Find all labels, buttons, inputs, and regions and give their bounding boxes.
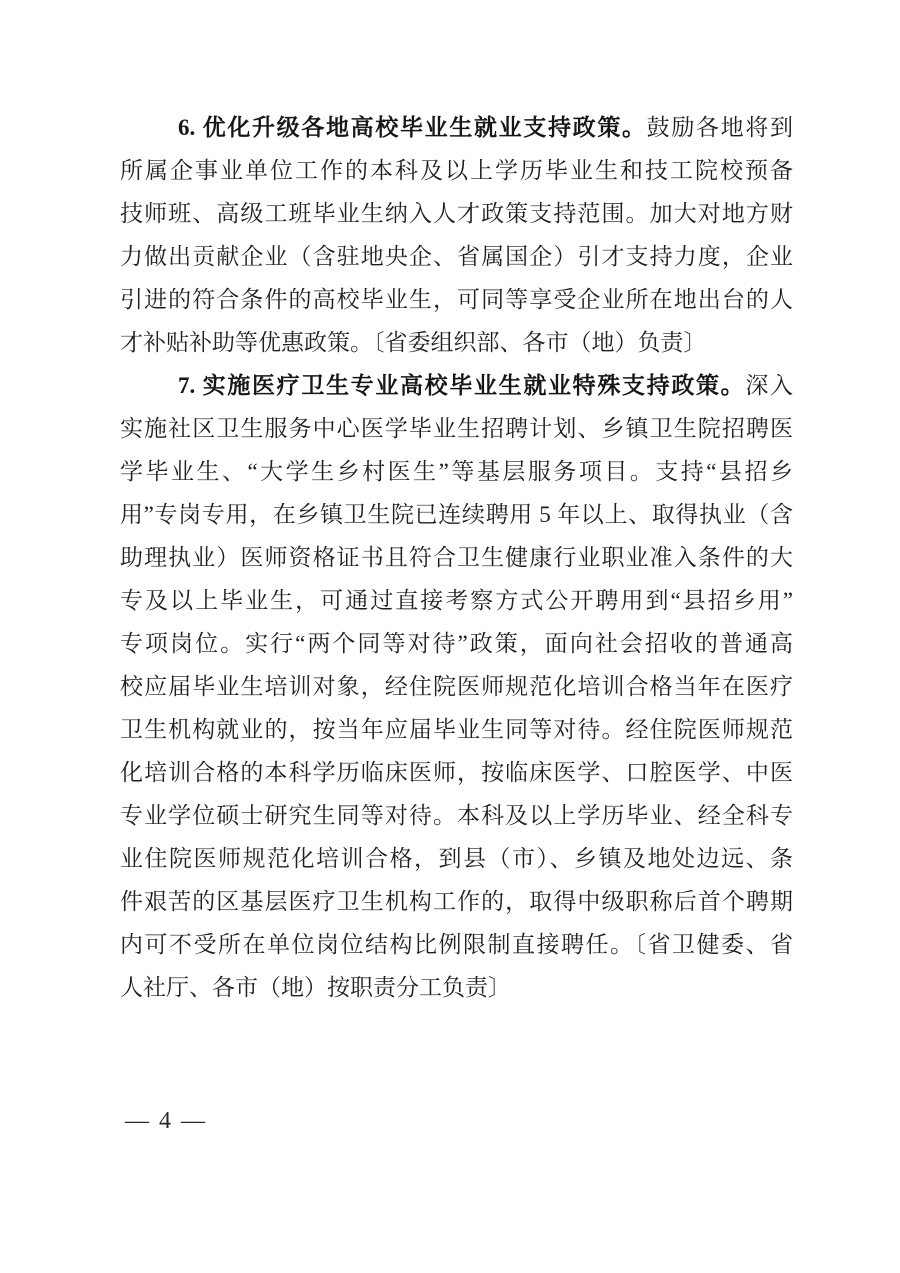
text-line: 业住院医师规范化培训合格，到县（市）、乡镇及地处边远、条: [120, 846, 793, 871]
document-body: [120, 106, 793, 1009]
text-line: 学毕业生、“大学生乡村医生”等基层服务项目。支持“县招乡: [120, 459, 793, 484]
text-line: 技师班、高级工班毕业生纳入人才政策支持范围。加大对地方财: [120, 201, 793, 226]
text-line: 专项岗位。实行“两个同等对待”政策，面向社会招收的普通高: [120, 631, 793, 656]
item-6-heading: 6. 优化升级各地高校毕业生就业支持政策。: [178, 115, 647, 140]
text-line: 卫生机构就业的，按当年应届毕业生同等对待。经住院医师规范: [120, 717, 793, 742]
text-line: 引进的符合条件的高校毕业生，可同等享受企业所在地出台的人: [120, 287, 793, 312]
text-line: 专业学位硕士研究生同等对待。本科及以上学历毕业、经全科专: [120, 803, 793, 828]
text-line: 助理执业）医师资格证书且符合卫生健康行业职业准入条件的大: [120, 545, 793, 570]
text-line: 力做出贡献企业（含驻地央企、省属国企）引才支持力度，企业: [120, 244, 793, 269]
item-7-first-line: [120, 364, 793, 407]
text-line: 校应届毕业生培训对象，经住院医师规范化培训合格当年在医疗: [120, 674, 793, 699]
text-line: 用”专岗专用，在乡镇卫生院已连续聘用 5 年以上、取得执业（含: [120, 502, 793, 527]
item-7-heading: 7. 实施医疗卫生专业高校毕业生就业特殊支持政策。: [178, 373, 746, 398]
text-line: 专及以上毕业生，可通过直接考察方式公开聘用到“县招乡用”: [120, 588, 793, 613]
text-line: 才补贴补助等优惠政策。〔省委组织部、各市（地）负责〕: [120, 330, 707, 355]
text-line: 件艰苦的区基层医疗卫生机构工作的，取得中级职称后首个聘期: [120, 889, 793, 914]
page-number: — 4 —: [125, 1108, 207, 1134]
text-line: 化培训合格的本科学历临床医师，按临床医学、口腔医学、中医: [120, 760, 793, 785]
text-line: 实施社区卫生服务中心医学毕业生招聘计划、乡镇卫生院招聘医: [120, 416, 793, 441]
text-line: 所属企事业单位工作的本科及以上学历毕业生和技工院校预备: [120, 158, 793, 183]
item-7-body-start: 深入: [745, 373, 793, 398]
item-6-first-line: [120, 106, 793, 149]
text-line: 内可不受所在单位岗位结构比例限制直接聘任。〔省卫健委、省: [120, 932, 793, 957]
item-6-body-start: 鼓励各地将到: [646, 115, 793, 140]
text-line: 人社厅、各市（地）按职责分工负责〕: [120, 975, 511, 1000]
